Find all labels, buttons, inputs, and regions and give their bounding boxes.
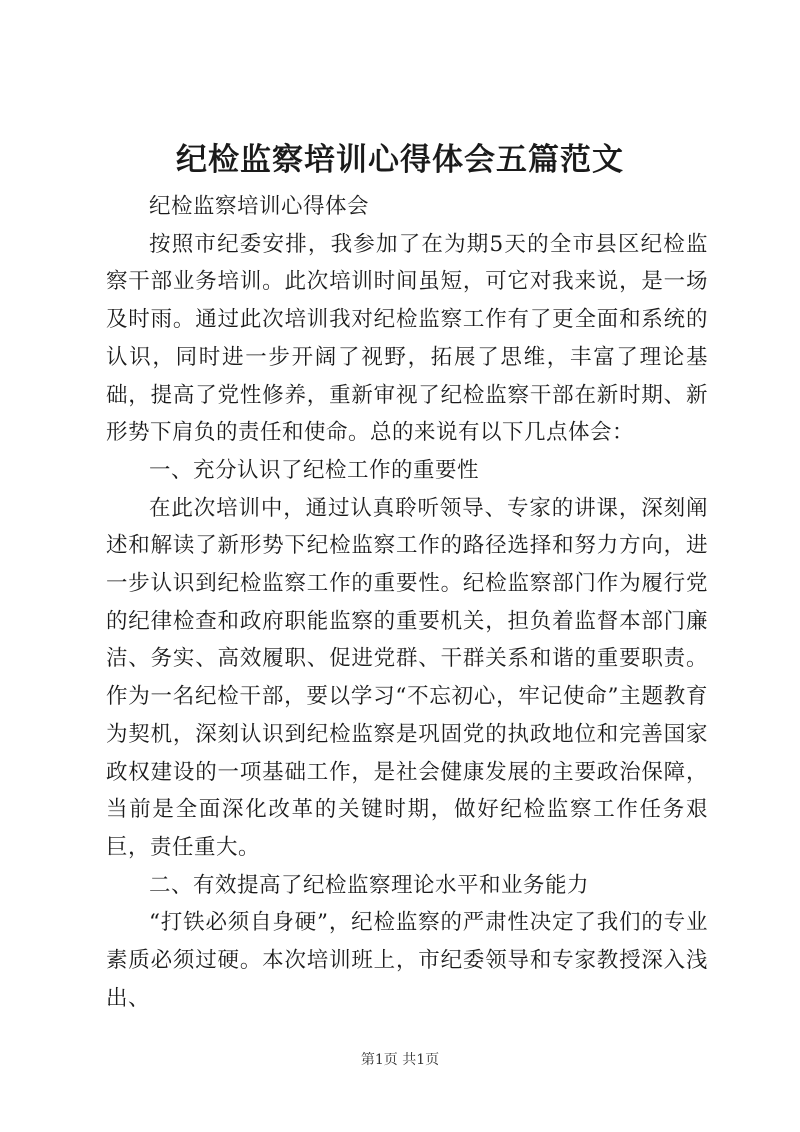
section-heading-2: 二、有效提高了纪检监察理论水平和业务能力	[149, 872, 590, 898]
document-body	[106, 188, 708, 1017]
section-subtitle: 纪检监察培训心得体会	[149, 194, 370, 219]
body-paragraph-1: 在此次培训中，通过认真聆听领导、专家的讲课，深刻阐述和解读了新形势下纪检监察工作的路径选择和努力方向，进一步认识到纪检监察工作的重要性。纪检监察部门作为履行党的纪律检查和政府职能监察的重要机关，担负着监督本部门廉洁、务实、高效履职、促进党群、干群关系和谐的重要职责。作为一名纪检干部，要以学习“不忘初心，牢记使命”主题教育为契机，深刻认识到纪检监察是巩固党的执政地位和完善国家政权建设的一项基础工作，是社会健康发展的主要政治保障，当前是全面深化改革的关键时期，做好纪检监察工作任务艰巨，责任重大。	[106, 495, 708, 860]
page-footer: 第1页 共1页	[360, 1052, 440, 1068]
section-heading-1: 一、充分认识了纪检工作的重要性	[149, 457, 480, 483]
body-paragraph-2: “打铁必须自身硬”，纪检监察的严肃性决定了我们的专业素质必须过硬。本次培训班上，市纪委领导和专家教授深入浅出、	[106, 910, 708, 1011]
page-title: 纪检监察培训心得体会五篇范文	[176, 142, 624, 178]
intro-paragraph: 按照市纪委安排，我参加了在为期5天的全市县区纪检监察干部业务培训。此次培训时间虽短，可它对我来说，是一场及时雨。通过此次培训我对纪检监察工作有了更全面和系统的认识，同时进一步开阔了视野，拓展了思维，丰富了理论基础，提高了党性修养，重新审视了纪检监察干部在新时期、新形势下肩负的责任和使命。总的来说有以下几点体会：	[106, 231, 708, 446]
